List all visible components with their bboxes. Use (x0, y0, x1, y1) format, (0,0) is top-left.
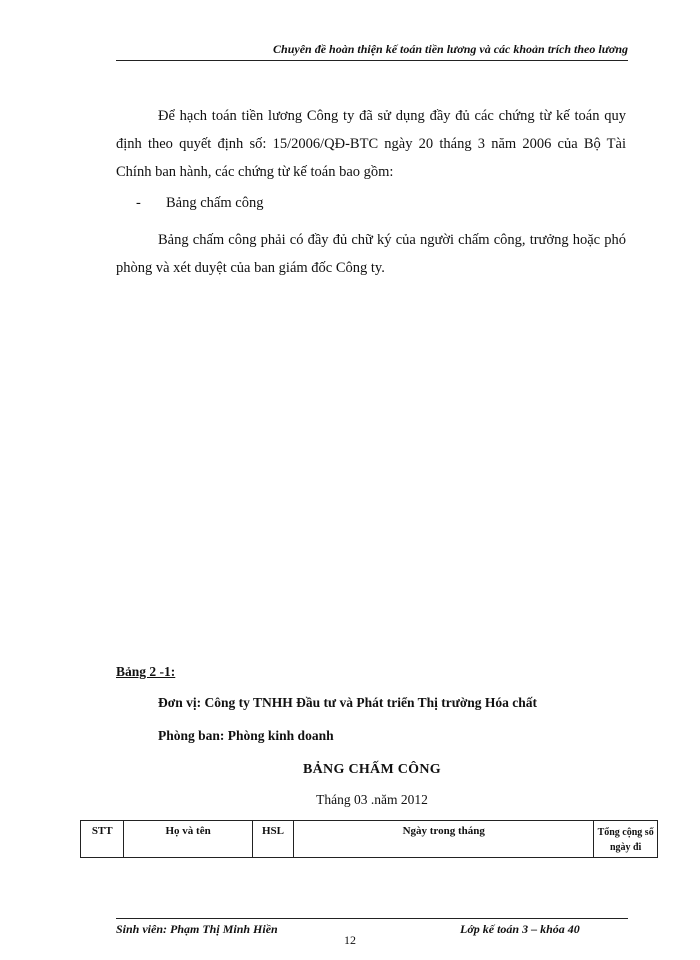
unit-line: Đơn vị: Công ty TNHH Đầu tư và Phát triển Thị trường Hóa chất (158, 695, 538, 710)
timesheet-table (80, 820, 658, 858)
footer-student: Sinh viên: Phạm Thị Minh Hiền (116, 922, 278, 936)
bullet-dash: - (136, 195, 141, 211)
running-header (116, 40, 628, 61)
paragraph-vouchers: Để hạch toán tiền lương Công ty đã sử dụng đầy đủ các chứng từ kế toán quy định theo quyết định số: 15/2006/QĐ-BTC ngày 20 tháng 3 năm 2006 của Bộ Tài Chính ban hành, các chứng từ kế toán bao gồm: (116, 108, 626, 180)
running-title: Chuyên đề hoàn thiện kế toán tiền lương và các khoản trích theo lương (273, 42, 628, 56)
col-name: Họ và tên (124, 821, 252, 858)
department-line: Phòng ban: Phòng kinh doanh (158, 728, 334, 743)
table-caption: Bảng 2 -1: (116, 664, 176, 679)
bullet-item (136, 195, 263, 212)
bullet-text: Bảng chấm công (166, 195, 264, 211)
page-footer (116, 918, 628, 936)
col-stt: STT (81, 821, 124, 858)
timesheet-title: BẢNG CHẤM CÔNG (303, 762, 441, 777)
footer-class: Lớp kế toán 3 – khóa 40 (460, 922, 580, 936)
timesheet-month: Tháng 03 .năm 2012 (316, 792, 428, 807)
paragraph-timesheet: Bảng chấm công phải có đầy đủ chữ ký của người chấm công, trưởng hoặc phó phòng và xét duyệt của ban giám đốc Công ty. (116, 232, 626, 276)
table-header-row (81, 821, 658, 858)
col-total: Tổng cộng số ngày đi (594, 821, 658, 858)
page-number: 12 (344, 933, 356, 947)
col-hsl: HSL (252, 821, 293, 858)
col-days: Ngày trong tháng (294, 821, 594, 858)
